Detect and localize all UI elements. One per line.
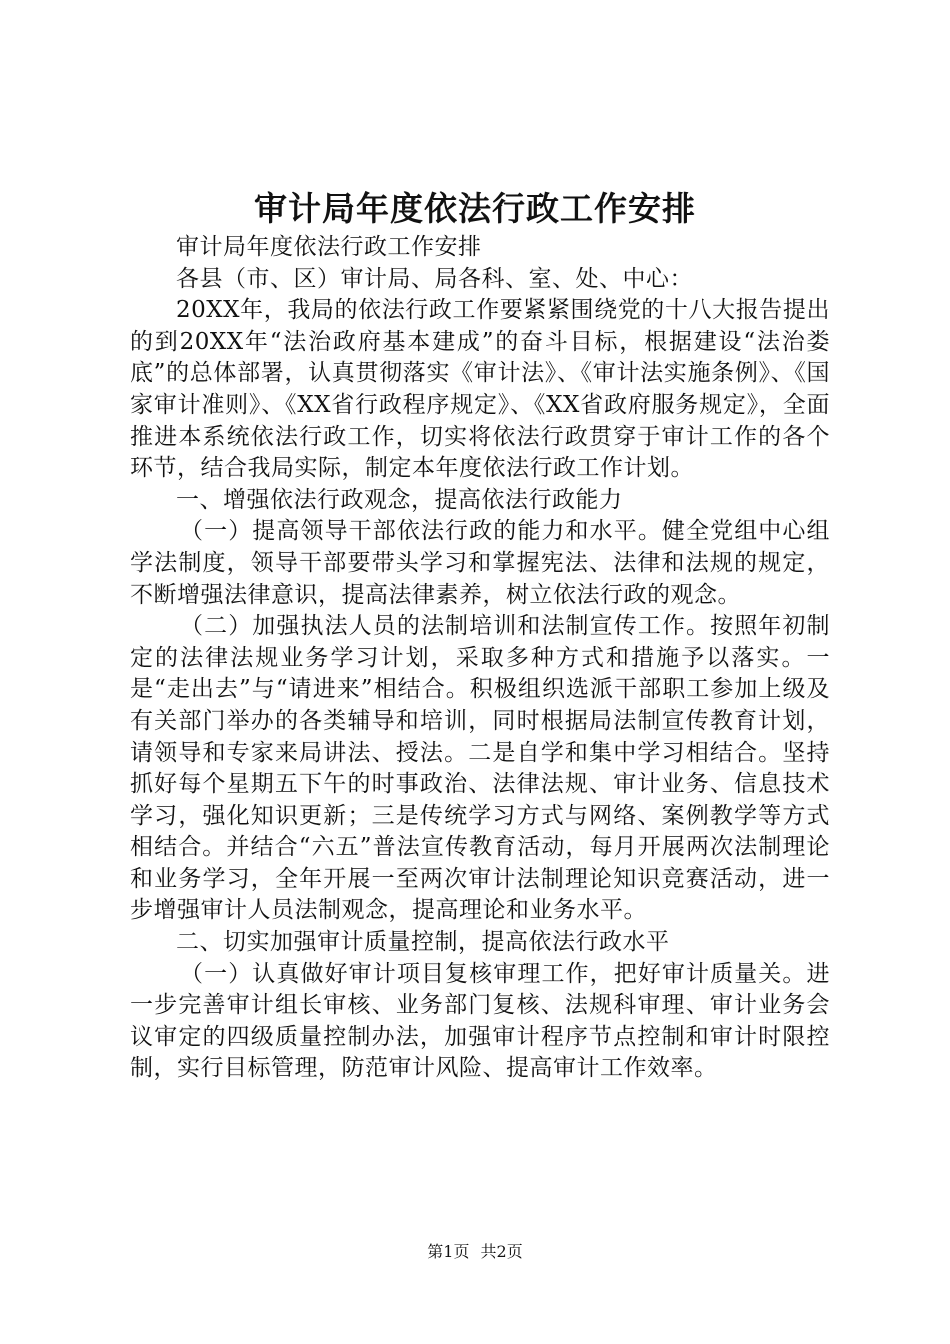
page-number: 第1页 [427,1242,470,1261]
document-body [130,232,830,1085]
intro-paragraph: 20XX年，我局的依法行政工作要紧紧围绕党的十八大报告提出的到20XX年“法治政府基本建成”的奋斗目标，根据建设“法治娄底”的总体部署，认真贯彻落实《审计法》、《审计法实施条例》、《国家审计准则》、《XX省行政程序规定》、《XX省政府服务规定》，全面推进本系统依法行政工作，切实将依法行政贯穿于审计工作的各个环节，结合我局实际，制定本年度依法行政工作计划。 [130,297,830,482]
section-heading-2: 二、切实加强审计质量控制，提高依法行政水平 [176,929,670,956]
page-total: 共2页 [480,1242,523,1261]
addressee-paragraph: 各县（市、区）审计局、局各科、室、处、中心： [176,265,693,292]
section-1-item-2: （二）加强执法人员的法制培训和法制宣传工作。按照年初制定的法律法规业务学习计划，采取多种方式和措施予以落实。一是“走出去”与“请进来”相结合。积极组织选派干部职工参加上级及有关部门举办的各类辅导和培训，同时根据局法制宣传教育计划，请领导和专家来局讲法、授法。二是自学和集中学习相结合。坚持抓好每个星期五下午的时事政治、法律法规、审计业务、信息技术学习，强化知识更新；三是传统学习方式与网络、案例教学等方式相结合。并结合“六五”普法宣传教育活动，每月开展两次法制理论和业务学习，全年开展一至两次审计法制理论知识竞赛活动，进一步增强审计人员法制观念，提高理论和业务水平。 [130,613,830,924]
section-2-item-1: （一）认真做好审计项目复核审理工作，把好审计质量关。进一步完善审计组长审核、业务部门复核、法规科审理、审计业务会议审定的四级质量控制办法，加强审计程序节点控制和审计时限控制，实行目标管理，防范审计风险、提高审计工作效率。 [130,960,830,1082]
section-heading-1: 一、增强依法行政观念，提高依法行政能力 [176,486,623,513]
document-title: 审计局年度依法行政工作安排 [254,189,696,228]
section-1-item-1: （一）提高领导干部依法行政的能力和水平。健全党组中心组学法制度，领导干部要带头学习和掌握宪法、法律和法规的规定，不断增强法律意识，提高法律素养，树立依法行政的观念。 [130,518,830,608]
page-footer [0,1241,950,1263]
subtitle-paragraph: 审计局年度依法行政工作安排 [176,234,482,260]
